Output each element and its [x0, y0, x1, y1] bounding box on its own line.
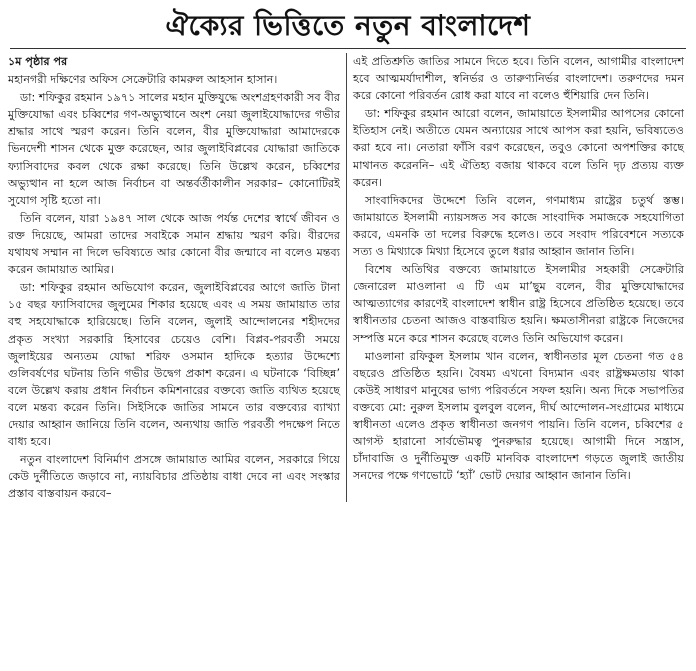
article-body — [8, 53, 688, 502]
paragraph: তিনি বলেন, যারা ১৯৪৭ সাল থেকে আজ পর্যন্ত দেশের স্বার্থে জীবন ও রক্ত দিয়েছে, আমরা তাদের সবাইকে সমান শ্রদ্ধায় স্মরণ করি। বীরদের যথাযথ সম্মান না দিলে ভবিষ্যতে আর কোনো বীর জন্মাবে না বলেও মন্তব্য করেন জামায়াত আমির। — [8, 211, 340, 277]
paragraph: এই প্রতিশ্রুতি জাতির সামনে দিতে হবে। তিনি বলেন, আগামীর বাংলাদেশ হবে আত্মমর্যাদাশীল, স্বনির্ভর ও তারুণ্যনির্ভর বাংলাদেশ। তরুণদের দমন করে কোনো পরিবর্তন রোধ করা যাবে না বলেও হুঁশিয়ারি দেন তিনি। — [353, 55, 684, 103]
left-column — [8, 53, 346, 502]
paragraph: সাংবাদিকদের উদ্দেশে তিনি বলেন, গণমাধ্যম রাষ্ট্রের চতুর্থ স্তম্ভ। জামায়াতে ইসলামী ন্যায়সঙ্গত সব কাজে সাংবাদিক সমাজকে সহযোগিতা করবে, এমনকি তা দলের বিরুদ্ধে হলেও। তবে সংবাদ পরিবেশনে সত্যকে সত্য ও মিথ্যাকে মিথ্যা হিসেবে তুলে ধরার আহ্বান জানান তিনি। — [353, 193, 684, 259]
paragraph: নতুন বাংলাদেশ বিনির্মাণ প্রসঙ্গে জামায়াত আমির বলেন, সরকারে গিয়ে কেউ দুর্নীতিতে জড়াবে না, ন্যায়বিচার প্রতিষ্ঠায় বাধা দেবে না এবং সংস্কার প্রস্তাব বাস্তবায়ন করবে– — [8, 453, 340, 501]
paragraph: ডা: শফিকুর রহমান অভিযোগ করেন, জুলাইবিপ্লবের আগে জাতি টানা ১৫ বছর ফ্যাসিবাদের জুলুমের শিকার হয়েছে এবং এ সময় জামায়াত তার বহু সহযোদ্ধাকে হারিয়েছে। তিনি বলেন, জুলাই আন্দোলনের শহীদদের প্রকৃত সংখ্যা সরকারি হিসাবের চেয়েও বেশি। বিপ্লব-পরবর্তী সময়ে জুলাইয়ের অন্যতম যোদ্ধা শরিফ ওসমান হাদিকে হত্যার উদ্দেশ্যে গুলিবর্ষণের ঘটনায় তিনি গভীর উদ্বেগ প্রকাশ করেন। এ ঘটনাকে ‘বিচ্ছিন্ন’ বলে উল্লেখ করায় প্রধান নির্বাচন কমিশনারের বক্তব্যে জাতি ব্যথিত হয়েছে বলে মন্তব্য করেন তিনি। সিইসিকে জাতির সামনে তার বক্তব্যের ব্যাখ্যা দেয়ার আহ্বান জানিয়ে তিনি বলেন, অন্যথায় জাতি পরবর্তী পদক্ষেপ নিতে বাধ্য হবে। — [8, 281, 340, 449]
paragraph: বিশেষ অতিথির বক্তব্যে জামায়াতে ইসলামীর সহকারী সেক্রেটারি জেনারেল মাওলানা এ টি এম মা’ছুম বলেন, বীর মুক্তিযোদ্ধাদের আত্মত্যাগের কারণেই বাংলাদেশ স্বাধীন রাষ্ট্র হিসেবে প্রতিষ্ঠিত হয়েছে। তবে স্বাধীনতার চেতনা আজও বাস্তবায়িত হয়নি। ক্ষমতাসীনরা রাষ্ট্রকে নিজেদের সম্পত্তি মনে করে শাসন করেছে বলেও তিনি অভিযোগ করেন। — [353, 263, 684, 345]
paragraph: মাওলানা রফিকুল ইসলাম খান বলেন, স্বাধীনতার মূল চেতনা গত ৫৪ বছরেও প্রতিষ্ঠিত হয়নি। বৈষম্য এখনো বিদ্যমান এবং রাষ্ট্রক্ষমতায় থাকা কেউই সাধারণ মানুষের ভাগ্য পরিবর্তনে সফল হয়নি। অন্য দিকে সভাপতির বক্তব্যে মো: নুরুল ইসলাম বুলবুল বলেন, দীর্ঘ আন্দোলন-সংগ্রামের মাধ্যমে স্বাধীনতা এলেও প্রকৃত স্বাধীনতা জনগণ পায়নি। তিনি বলেন, চব্বিশের ৫ আগস্ট হারানো সার্বভৌমত্ব পুনরুদ্ধার হয়েছে। আগামী দিনে সন্ত্রাস, চাঁদাবাজি ও দুর্নীতিমুক্ত একটি মানবিক বাংলাদেশ গড়তে জুলাই জাতীয় সনদের পক্ষে গণভোটে ‘হ্যাঁ’ ভোট দেয়ার আহ্বান জানান তিনি। — [353, 349, 684, 483]
continuation-label: ১ম পৃষ্ঠার পর — [8, 55, 68, 68]
paragraph: মহানগরী দক্ষিণের অফিস সেক্রেটারি কামরুল আহসান হাসান। — [8, 73, 278, 87]
paragraph: ডা: শফিকুর রহমান ১৯৭১ সালের মহান মুক্তিযুদ্ধে অংশগ্রহণকারী সব বীর মুক্তিযোদ্ধা এবং চব্বিশের গণ-অভ্যুত্থানে অংশ নেয়া জুলাইযোদ্ধাদের গভীর শ্রদ্ধার সাথে স্মরণ করেন। তিনি বলেন, বীর মুক্তিযোদ্ধারা আমাদেরকে ভিনদেশী শাসন থেকে মুক্ত করেছেন, আর জুলাইবিপ্লবের যোদ্ধারা জাতিকে ফ্যাসিবাদের কবল থেকে রক্ষা করেছে। তিনি উল্লেখ করেন, চব্বিশের অভ্যুত্থান না হলে আজ নির্বাচন বা অন্তর্বর্তীকালীন সরকার– কোনোটিরই সুযোগ সৃষ্টি হতো না। — [8, 91, 340, 207]
headline: ঐক্যের ভিত্তিতে নতুন বাংলাদেশ — [10, 6, 686, 49]
paragraph: ডা: শফিকুর রহমান আরো বলেন, জামায়াতে ইসলামীর আপসের কোনো ইতিহাস নেই। অতীতে যেমন অন্যায়ের সাথে আপস করা হয়নি, ভবিষ্যতেও করা হবে না। নেতারা ফাঁসি বরণ করেছেন, তবুও কোনো অপশক্তির কাছে মাথানত করেননি– এই ঐতিহ্য বজায় থাকবে বলে তিনি দৃঢ় প্রত্যয় ব্যক্ত করেন। — [353, 107, 684, 189]
right-column — [346, 53, 684, 502]
